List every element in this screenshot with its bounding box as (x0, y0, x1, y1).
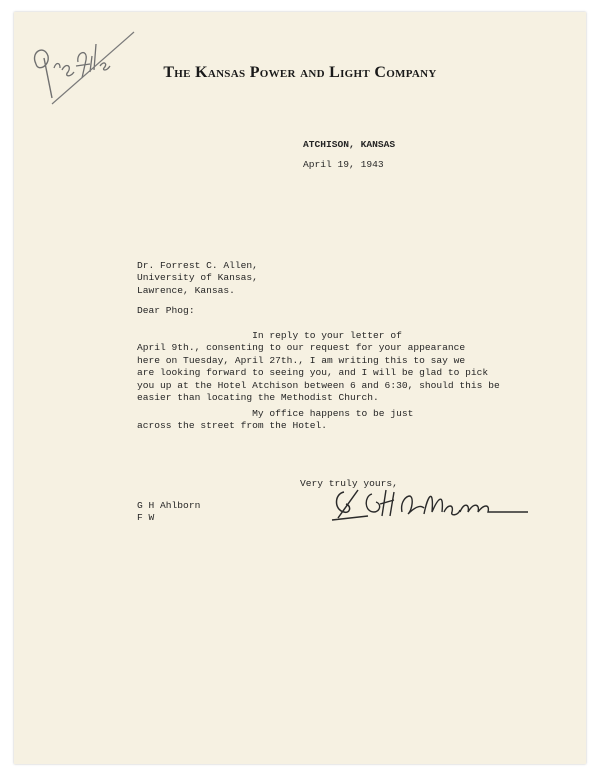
handwritten-signature (328, 482, 538, 526)
body-line: My office happens to be just (137, 408, 414, 419)
salutation: Dear Phog: (137, 305, 195, 316)
address-line: University of Kansas, (137, 272, 258, 284)
body-line: you up at the Hotel Atchison between 6 and 6:30, should this be (137, 379, 500, 391)
address-line: Dr. Forrest C. Allen, (137, 260, 258, 271)
closing: Very truly yours, (300, 478, 398, 489)
body-line: easier than locating the Methodist Church. (137, 392, 379, 404)
body-line: are looking forward to seeing you, and I will be glad to pick (137, 367, 489, 379)
recipient-address (137, 260, 258, 297)
body-paragraph-1 (137, 330, 500, 404)
letter-city: ATCHISON, KANSAS (303, 139, 396, 150)
body-line: here on Tuesday, April 27th., I am writing this to say we (137, 354, 466, 366)
letter-date: April 19, 1943 (303, 159, 384, 170)
company-letterhead: The Kansas Power and Light Company (163, 64, 437, 81)
address-line: Lawrence, Kansas. (137, 284, 235, 296)
initials-line: F W (137, 512, 155, 524)
typist-initials (137, 500, 200, 525)
body-line: April 9th., consenting to our request for your appearance (137, 342, 466, 354)
body-line: In reply to your letter of (137, 330, 402, 341)
initials-line: G H Ahlborn (137, 500, 201, 511)
body-paragraph-2 (137, 408, 413, 433)
body-line: across the street from the Hotel. (137, 420, 327, 432)
